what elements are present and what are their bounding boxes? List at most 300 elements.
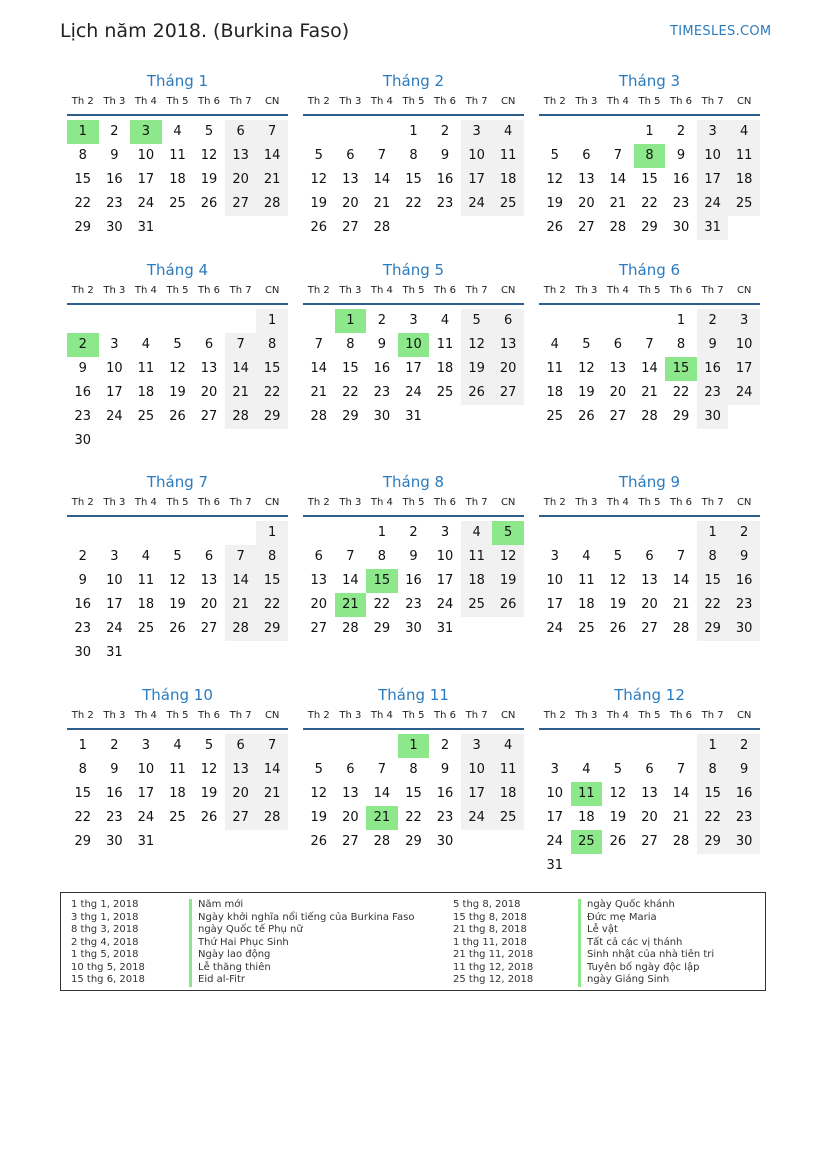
weekday-label: Th 4 [606, 710, 629, 721]
day-cell: 20 [225, 168, 257, 192]
weekday-label: Th 3 [339, 285, 362, 296]
day-cell: 27 [342, 220, 359, 235]
legend-holiday-name: Lễ vật [578, 924, 618, 937]
weekday-label: Th 6 [670, 285, 693, 296]
weekday-label: Th 3 [575, 710, 598, 721]
legend-date: 5 thg 8, 2018 [453, 899, 521, 910]
day-cell: 12 [609, 786, 627, 801]
day-cell: 27 [200, 621, 218, 636]
day-cell: 1 [676, 313, 686, 328]
weekday-label: Th 4 [370, 497, 393, 508]
day-cell: 6 [645, 762, 654, 777]
day-cell: 22 [256, 593, 288, 617]
day-cell: 8 [697, 545, 729, 569]
weekday-label: CN [736, 96, 752, 107]
day-cell: 25 [578, 621, 595, 636]
day-cell: 16 [106, 172, 123, 187]
legend-date: 1 thg 1, 2018 [71, 899, 139, 910]
day-cell: 18 [578, 810, 595, 825]
day-cell: 23 [436, 810, 454, 825]
day-cell: 18 [728, 168, 760, 192]
day-cell: 6 [225, 734, 257, 758]
day-cell: 10 [546, 573, 564, 588]
day-cell: 29 [697, 617, 729, 641]
day-cell: 28 [672, 621, 690, 636]
day-cell: 3 [461, 120, 493, 144]
day-cell: 13 [609, 361, 627, 376]
day-cell: 2 [110, 738, 119, 753]
legend-date: 21 thg 8, 2018 [453, 924, 527, 935]
day-cell: 3 [440, 525, 450, 540]
legend-holiday-name: Ngày lao động [189, 949, 270, 962]
day-cell: 26 [546, 220, 564, 235]
holiday-day-cell: 1 [335, 309, 367, 333]
day-cell: 28 [310, 409, 328, 424]
weekday-label: Th 6 [198, 497, 221, 508]
weekday-label: Th 2 [307, 497, 330, 508]
day-cell: 9 [78, 573, 87, 588]
holiday-day-cell: 15 [366, 569, 398, 593]
weekday-label: Th 3 [339, 710, 362, 721]
day-cell: 25 [169, 810, 186, 825]
day-cell: 9 [78, 361, 87, 376]
weekday-label: Th 2 [71, 710, 94, 721]
day-cell: 2 [728, 521, 760, 545]
weekday-label: CN [500, 96, 516, 107]
day-cell: 26 [169, 621, 186, 636]
day-cell: 15 [697, 569, 729, 593]
day-cell: 5 [204, 738, 214, 753]
weekday-label: Th 5 [166, 497, 189, 508]
month-name: Tháng 12 [614, 686, 685, 704]
day-cell: 23 [106, 196, 123, 211]
day-cell: 18 [137, 597, 155, 612]
day-cell: 13 [200, 573, 218, 588]
day-cell: 14 [672, 786, 690, 801]
day-cell: 22 [672, 385, 690, 400]
day-cell: 24 [461, 192, 493, 216]
weekday-label: CN [264, 96, 280, 107]
day-cell: 4 [582, 549, 591, 564]
day-cell: 18 [137, 385, 155, 400]
day-cell: 3 [110, 549, 119, 564]
legend-date: 3 thg 1, 2018 [71, 911, 139, 923]
month-name: Tháng 10 [142, 686, 213, 704]
day-cell: 30 [74, 645, 92, 660]
day-cell: 8 [346, 337, 355, 352]
day-cell: 1 [256, 521, 288, 545]
holiday-legend [60, 892, 766, 991]
day-cell: 29 [74, 220, 92, 235]
day-cell: 4 [492, 734, 524, 758]
day-cell: 6 [613, 337, 623, 352]
day-cell: 17 [436, 573, 454, 588]
day-cell: 21 [672, 810, 690, 825]
holiday-day-cell: 1 [67, 120, 99, 144]
weekday-label: CN [264, 285, 280, 296]
day-cell: 6 [346, 762, 355, 777]
day-cell: 17 [697, 168, 729, 192]
day-cell: 12 [169, 361, 186, 376]
day-cell: 24 [461, 806, 493, 830]
day-cell: 11 [436, 337, 454, 352]
day-cell: 20 [200, 597, 218, 612]
weekday-label: Th 2 [307, 96, 330, 107]
day-cell: 7 [676, 762, 686, 777]
day-cell: 24 [546, 621, 564, 636]
day-cell: 3 [141, 738, 151, 753]
header-rule [539, 728, 760, 730]
holiday-day-cell: 21 [366, 806, 398, 830]
day-cell: 12 [310, 172, 328, 187]
day-cell: 25 [728, 192, 760, 216]
day-cell: 12 [492, 545, 524, 569]
weekday-label: Th 6 [670, 497, 693, 508]
holiday-day-cell: 25 [571, 830, 603, 854]
day-cell: 12 [578, 361, 595, 376]
weekday-label: Th 6 [434, 497, 457, 508]
day-cell: 30 [672, 220, 690, 235]
day-cell: 16 [728, 782, 760, 806]
day-cell: 4 [173, 738, 182, 753]
day-cell: 11 [492, 758, 524, 782]
legend-holiday-name: Tuyên bố ngày độc lập [578, 962, 699, 975]
weekday-label: Th 6 [198, 710, 221, 721]
day-cell: 16 [436, 172, 454, 187]
day-cell: 28 [641, 409, 658, 424]
weekday-label: Th 4 [370, 710, 393, 721]
weekday-label: Th 5 [166, 285, 189, 296]
day-cell: 12 [609, 573, 627, 588]
holiday-day-cell: 2 [67, 333, 99, 357]
day-cell: 21 [641, 385, 658, 400]
day-cell: 23 [373, 385, 391, 400]
day-cell: 27 [492, 381, 524, 405]
day-cell: 16 [728, 569, 760, 593]
legend-date: 8 thg 3, 2018 [71, 924, 139, 935]
day-cell: 11 [728, 144, 760, 168]
day-cell: 7 [225, 333, 257, 357]
day-cell: 19 [609, 597, 627, 612]
day-cell: 16 [697, 357, 729, 381]
day-cell: 6 [492, 309, 524, 333]
day-cell: 6 [225, 120, 257, 144]
day-cell: 17 [106, 385, 123, 400]
brand-link[interactable]: TIMESLES.COM [670, 24, 772, 39]
weekday-label: Th 4 [134, 96, 157, 107]
day-cell: 22 [74, 810, 92, 825]
weekday-label: Th 3 [103, 285, 126, 296]
day-cell: 25 [137, 409, 155, 424]
day-cell: 7 [346, 549, 355, 564]
weekday-label: Th 2 [71, 497, 94, 508]
weekday-label: Th 7 [465, 710, 488, 721]
weekday-label: Th 2 [71, 285, 94, 296]
day-cell: 20 [578, 196, 595, 211]
day-cell: 9 [110, 762, 119, 777]
day-cell: 18 [169, 172, 186, 187]
day-cell: 9 [409, 549, 418, 564]
legend-date: 2 thg 4, 2018 [71, 936, 139, 948]
legend-holiday-name: Ngày khởi nghĩa nổi tiếng của Burkina Faso [189, 912, 414, 925]
day-cell: 16 [672, 172, 690, 187]
day-cell: 24 [728, 381, 760, 405]
day-cell: 25 [492, 192, 524, 216]
legend-holiday-name: Thứ Hai Phục Sinh [189, 937, 289, 950]
day-cell: 31 [137, 220, 155, 235]
day-cell: 27 [578, 220, 595, 235]
day-cell: 1 [409, 124, 418, 139]
day-cell: 14 [609, 172, 627, 187]
day-cell: 9 [440, 762, 450, 777]
day-cell: 10 [546, 786, 564, 801]
day-cell: 7 [645, 337, 654, 352]
day-cell: 3 [550, 762, 559, 777]
day-cell: 22 [74, 196, 92, 211]
day-cell: 19 [200, 786, 218, 801]
day-cell: 18 [169, 786, 186, 801]
day-cell: 10 [461, 144, 493, 168]
day-cell: 20 [225, 782, 257, 806]
day-cell: 14 [310, 361, 328, 376]
day-cell: 27 [342, 834, 359, 849]
day-cell: 4 [440, 313, 450, 328]
day-cell: 10 [106, 361, 123, 376]
day-cell: 12 [310, 786, 328, 801]
day-cell: 1 [697, 521, 729, 545]
day-cell: 31 [697, 216, 729, 240]
day-cell: 9 [697, 333, 729, 357]
day-cell: 9 [440, 148, 450, 163]
legend-date: 1 thg 5, 2018 [71, 949, 139, 960]
header-rule [539, 515, 760, 517]
day-cell: 11 [169, 762, 186, 777]
weekday-label: Th 6 [198, 285, 221, 296]
day-cell: 13 [342, 172, 359, 187]
day-cell: 1 [645, 124, 654, 139]
holiday-day-cell: 5 [492, 521, 524, 545]
day-cell: 24 [106, 621, 123, 636]
day-cell: 28 [256, 192, 288, 216]
weekday-label: Th 2 [543, 285, 566, 296]
day-cell: 9 [377, 337, 387, 352]
day-cell: 15 [342, 361, 359, 376]
day-cell: 2 [377, 313, 387, 328]
legend-date: 10 thg 5, 2018 [71, 961, 145, 973]
day-cell: 19 [546, 196, 564, 211]
day-cell: 19 [609, 810, 627, 825]
day-cell: 17 [546, 810, 564, 825]
day-cell: 23 [74, 621, 92, 636]
day-cell: 23 [672, 196, 690, 211]
day-cell: 2 [409, 525, 418, 540]
day-cell: 16 [373, 361, 391, 376]
day-cell: 21 [310, 385, 328, 400]
day-cell: 17 [546, 597, 564, 612]
day-cell: 30 [728, 830, 760, 854]
weekday-label: Th 2 [307, 710, 330, 721]
day-cell: 5 [461, 309, 493, 333]
day-cell: 5 [314, 762, 323, 777]
day-cell: 8 [409, 148, 418, 163]
legend-holiday-name: Eid al-Fitr [189, 974, 245, 987]
day-cell: 22 [697, 593, 729, 617]
day-cell: 17 [461, 782, 493, 806]
day-cell: 16 [74, 385, 92, 400]
day-cell: 20 [492, 357, 524, 381]
day-cell: 7 [256, 120, 288, 144]
weekday-label: Th 3 [339, 497, 362, 508]
weekday-label: Th 5 [402, 285, 425, 296]
day-cell: 28 [672, 834, 690, 849]
weekday-label: Th 5 [638, 497, 661, 508]
day-cell: 8 [256, 333, 288, 357]
legend-holiday-name: Lễ thăng thiên [189, 962, 271, 975]
day-cell: 3 [409, 313, 418, 328]
weekday-label: Th 7 [701, 285, 724, 296]
day-cell: 7 [314, 337, 323, 352]
weekday-label: Th 4 [370, 96, 393, 107]
weekday-label: Th 7 [229, 96, 252, 107]
weekday-label: Th 2 [71, 96, 94, 107]
legend-holiday-name: ngày Quốc tế Phụ nữ [189, 924, 303, 937]
day-cell: 4 [141, 549, 151, 564]
weekday-label: Th 7 [229, 710, 252, 721]
holiday-day-cell: 21 [335, 593, 367, 617]
day-cell: 15 [74, 172, 92, 187]
day-cell: 26 [492, 593, 524, 617]
weekday-label: Th 6 [670, 710, 693, 721]
day-cell: 19 [461, 357, 493, 381]
header-rule [303, 515, 524, 517]
day-cell: 26 [609, 621, 627, 636]
day-cell: 20 [310, 597, 328, 612]
day-cell: 3 [461, 734, 493, 758]
day-cell: 14 [641, 361, 658, 376]
day-cell: 29 [373, 621, 391, 636]
day-cell: 29 [697, 830, 729, 854]
day-cell: 13 [342, 786, 359, 801]
day-cell: 6 [204, 337, 214, 352]
day-cell: 19 [169, 597, 186, 612]
month-name: Tháng 8 [382, 473, 445, 491]
day-cell: 15 [256, 357, 288, 381]
day-cell: 5 [613, 549, 623, 564]
day-cell: 2 [110, 124, 119, 139]
day-cell: 30 [106, 834, 123, 849]
day-cell: 2 [676, 124, 686, 139]
weekday-label: Th 2 [543, 497, 566, 508]
header-rule [303, 303, 524, 305]
weekday-label: Th 3 [103, 710, 126, 721]
day-cell: 7 [225, 545, 257, 569]
weekday-label: Th 5 [638, 285, 661, 296]
day-cell: 24 [697, 192, 729, 216]
weekday-label: Th 7 [465, 285, 488, 296]
weekday-label: Th 4 [606, 96, 629, 107]
day-cell: 1 [377, 525, 387, 540]
weekday-label: Th 5 [166, 710, 189, 721]
day-cell: 4 [582, 762, 591, 777]
day-cell: 21 [609, 196, 627, 211]
day-cell: 14 [373, 172, 391, 187]
day-cell: 8 [697, 758, 729, 782]
day-cell: 4 [461, 521, 493, 545]
day-cell: 11 [137, 573, 155, 588]
day-cell: 1 [697, 734, 729, 758]
weekday-label: Th 6 [670, 96, 693, 107]
day-cell: 23 [728, 593, 760, 617]
day-cell: 26 [310, 220, 328, 235]
month-name: Tháng 5 [382, 261, 445, 279]
day-cell: 29 [342, 409, 359, 424]
day-cell: 25 [461, 593, 493, 617]
day-cell: 26 [310, 834, 328, 849]
day-cell: 20 [641, 810, 658, 825]
day-cell: 7 [256, 734, 288, 758]
day-cell: 12 [169, 573, 186, 588]
day-cell: 30 [74, 433, 92, 448]
day-cell: 24 [546, 834, 564, 849]
day-cell: 4 [173, 124, 182, 139]
day-cell: 17 [106, 597, 123, 612]
day-cell: 15 [641, 172, 658, 187]
day-cell: 28 [225, 405, 257, 429]
day-cell: 18 [436, 361, 454, 376]
day-cell: 14 [256, 758, 288, 782]
legend-date: 1 thg 11, 2018 [453, 936, 527, 948]
legend-holiday-name: ngày Giáng Sinh [578, 974, 669, 987]
day-cell: 29 [256, 617, 288, 641]
day-cell: 9 [728, 545, 760, 569]
legend-date: 25 thg 12, 2018 [453, 974, 534, 985]
weekday-label: Th 2 [543, 710, 566, 721]
day-cell: 26 [169, 409, 186, 424]
day-cell: 9 [676, 148, 686, 163]
day-cell: 14 [225, 569, 257, 593]
day-cell: 26 [200, 196, 218, 211]
day-cell: 5 [173, 337, 182, 352]
day-cell: 24 [137, 196, 155, 211]
day-cell: 23 [697, 381, 729, 405]
day-cell: 22 [373, 597, 391, 612]
legend-date: 11 thg 12, 2018 [453, 961, 534, 973]
day-cell: 11 [137, 361, 155, 376]
weekday-label: Th 4 [134, 710, 157, 721]
day-cell: 28 [342, 621, 359, 636]
day-cell: 30 [697, 405, 729, 429]
day-cell: 25 [137, 621, 155, 636]
day-cell: 24 [137, 810, 155, 825]
header-rule [303, 728, 524, 730]
day-cell: 17 [728, 357, 760, 381]
legend-holiday-name: ngày Quốc khánh [578, 899, 675, 912]
day-cell: 20 [641, 597, 658, 612]
day-cell: 18 [461, 569, 493, 593]
day-cell: 5 [173, 549, 182, 564]
day-cell: 26 [461, 381, 493, 405]
day-cell: 8 [676, 337, 686, 352]
day-cell: 10 [697, 144, 729, 168]
day-cell: 21 [373, 196, 391, 211]
day-cell: 16 [405, 573, 422, 588]
weekday-label: Th 5 [166, 96, 189, 107]
day-cell: 10 [106, 573, 123, 588]
day-cell: 30 [436, 834, 454, 849]
day-cell: 29 [672, 409, 690, 424]
weekday-label: Th 5 [638, 710, 661, 721]
day-cell: 5 [582, 337, 591, 352]
